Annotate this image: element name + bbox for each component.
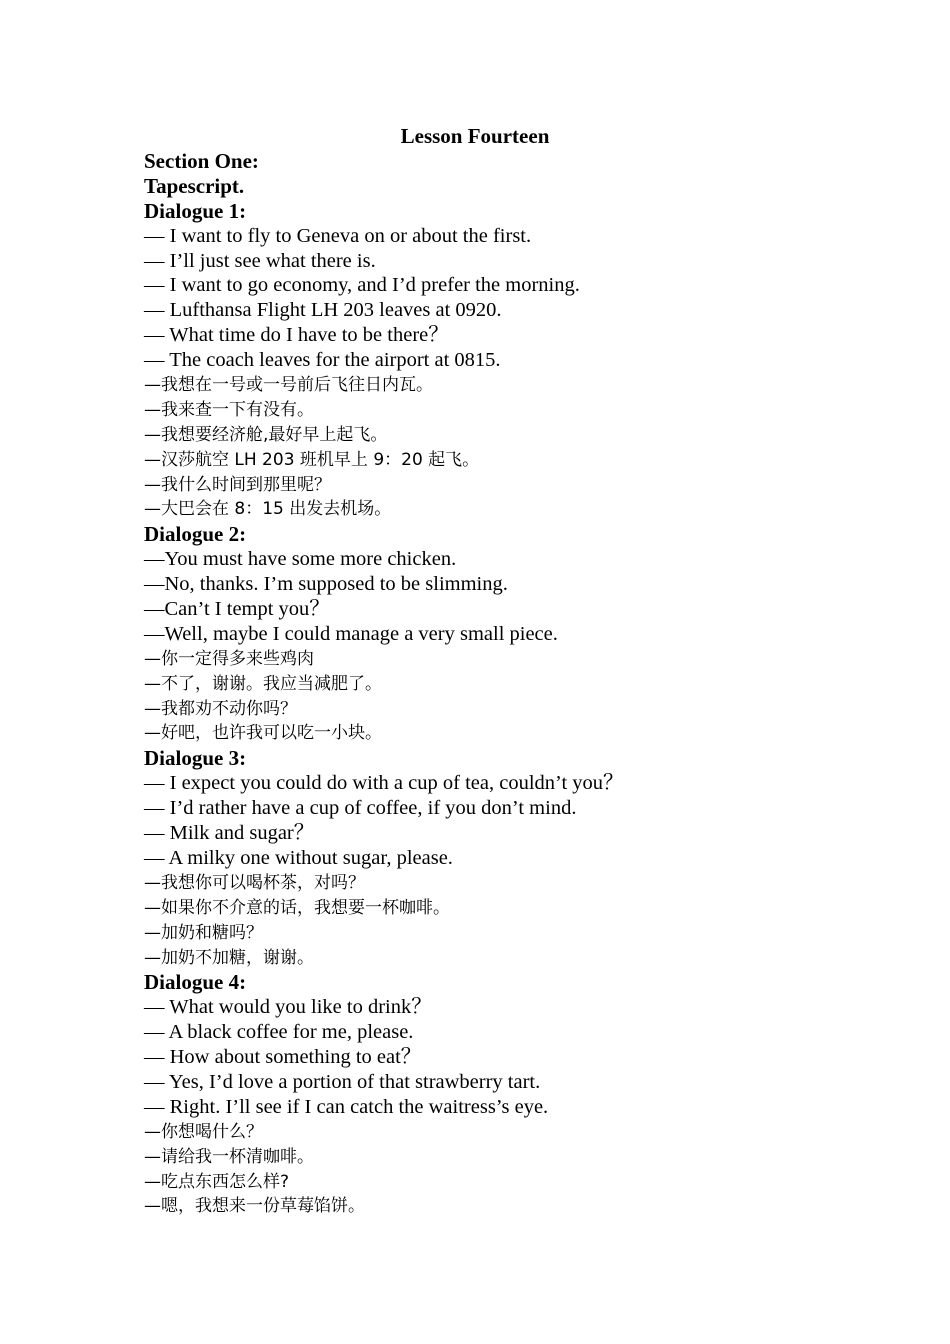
chinese-line: —嗯，我想来一份草莓馅饼。: [144, 1196, 365, 1217]
dialogue-heading: Dialogue 1:: [144, 198, 247, 223]
dialogue-4: [144, 970, 904, 1219]
chinese-line: —请给我一杯清咖啡。: [144, 1146, 314, 1167]
chinese-line: —吃点东西怎么样?: [144, 1171, 290, 1192]
chinese-line: —我想要经济舱,最好早上起飞。: [144, 424, 388, 445]
english-line: — What time do I have to be there？: [144, 324, 449, 347]
dialogue-2: [144, 522, 904, 746]
dialogue-heading: Dialogue 2:: [144, 522, 247, 547]
chinese-line: —如果你不介意的话，我想要一杯咖啡。: [144, 897, 450, 918]
english-line: — I’d rather have a cup of coffee, if you don’t mind.: [144, 797, 577, 820]
english-line: — A black coffee for me, please.: [144, 1021, 414, 1044]
english-line: — Milk and sugar？: [144, 822, 315, 845]
english-line: —No, thanks. I’m supposed to be slimming.: [144, 573, 508, 596]
dialogue-3: [144, 746, 904, 970]
chinese-line: —汉莎航空 LH 203 班机早上 9：20 起飞。: [144, 449, 480, 470]
chinese-line: —我来查一下有没有。: [144, 399, 314, 420]
english-line: —You must have some more chicken.: [144, 548, 457, 571]
english-line: — I expect you could do with a cup of tea, couldn’t you？: [144, 772, 624, 795]
chinese-line: —加奶和糖吗？: [144, 922, 263, 943]
english-line: — What would you like to drink？: [144, 996, 432, 1019]
english-line: — How about something to eat？: [144, 1046, 422, 1069]
chinese-line: —加奶不加糖，谢谢。: [144, 947, 314, 968]
english-line: — Right. I’ll see if I can catch the waitress’s eye.: [144, 1095, 549, 1118]
chinese-line: —我什么时间到那里呢？: [144, 474, 331, 495]
chinese-line: —你想喝什么？: [144, 1121, 263, 1142]
english-line: — Yes, I’d love a portion of that strawberry tart.: [144, 1070, 541, 1093]
chinese-line: —我想在一号或一号前后飞往日内瓦。: [144, 375, 433, 396]
english-line: —Well, maybe I could manage a very small piece.: [144, 622, 558, 645]
english-line: —Can’t I tempt you？: [144, 598, 330, 621]
chinese-line: —不了，谢谢。我应当减肥了。: [144, 673, 382, 694]
english-line: — I’ll just see what there is.: [144, 249, 376, 272]
chinese-line: —我都劝不动你吗？: [144, 698, 297, 719]
chinese-line: —好吧，也许我可以吃一小块。: [144, 723, 382, 744]
english-line: — I want to fly to Geneva on or about the first.: [144, 224, 532, 247]
chinese-line: —你一定得多来些鸡肉: [144, 648, 314, 669]
chinese-line: —大巴会在 8：15 出发去机场。: [144, 499, 392, 520]
document-content: [144, 149, 904, 1219]
tapescript-heading: Tapescript.: [144, 173, 245, 198]
chinese-line: —我想你可以喝杯茶，对吗？: [144, 872, 365, 893]
dialogue-heading: Dialogue 4:: [144, 970, 247, 995]
english-line: — The coach leaves for the airport at 0815.: [144, 349, 501, 372]
lesson-title: Lesson Fourteen: [400, 124, 550, 148]
english-line: — I want to go economy, and I’d prefer the morning.: [144, 274, 580, 297]
english-line: — Lufthansa Flight LH 203 leaves at 0920.: [144, 299, 502, 322]
dialogue-heading: Dialogue 3:: [144, 746, 247, 771]
section-heading: Section One:: [144, 149, 259, 173]
dialogue-1: [144, 199, 904, 523]
english-line: — A milky one without sugar, please.: [144, 846, 453, 869]
